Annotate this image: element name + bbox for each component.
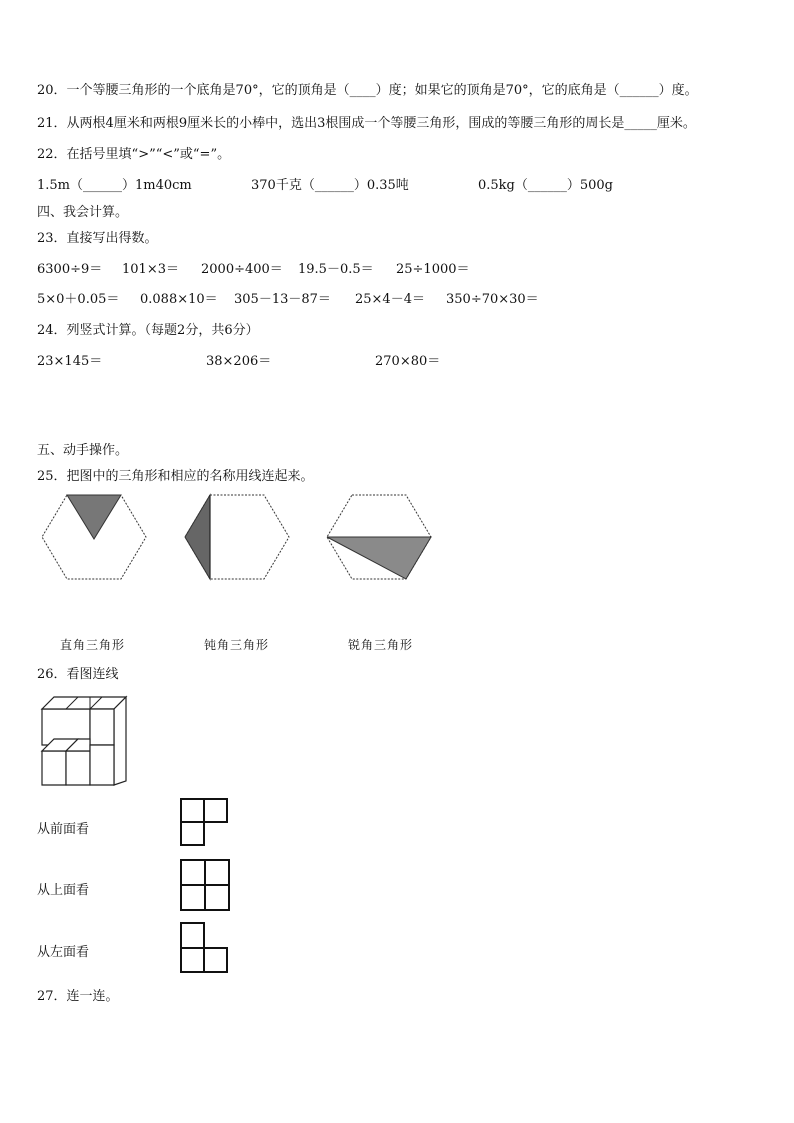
q23-item: 6300÷9＝ [37,262,103,277]
q23-item: 5×0＋0.05＝ [37,292,120,307]
question-21: 21．从两根4厘米和两根9厘米长的小棒中，选出3根围成一个等腰三角形，围成的等腰三角形的周长是_____厘米。 [37,116,696,131]
question-23: 23．直接写出得数。 [37,231,158,246]
view-figure-b [179,858,233,914]
label-right-triangle: 直角三角形 [60,638,126,652]
question-24: 24．列竖式计算。（每题2分，共6分） [37,323,259,338]
label-obtuse-triangle: 钝角三角形 [204,638,270,652]
view-label-front: 从前面看 [37,822,90,837]
question-27: 27．连一连。 [37,989,119,1004]
q23-item: 101×3＝ [122,262,179,277]
label-acute-triangle: 锐角三角形 [348,638,414,652]
section-4-heading: 四、我会计算。 [37,205,129,220]
question-20: 20．一个等腰三角形的一个底角是70°，它的顶角是（____）度；如果它的顶角是70°，它的底角是（______）度。 [37,83,698,98]
question-22: 22．在括号里填“>”“<”或“=”。 [37,147,231,162]
view-label-top: 从上面看 [37,883,90,898]
hexagon-obtuse-triangle-figure [183,493,291,583]
q24-item: 270×80＝ [375,354,441,369]
q23-item: 305－13－87＝ [234,292,331,307]
q24-item: 38×206＝ [206,354,272,369]
q24-item: 23×145＝ [37,354,103,369]
q22-item-2: 370千克（______）0.35吨 [251,178,409,193]
q23-item: 2000÷400＝ [201,262,283,277]
q22-item-3: 0.5kg（______）500g [478,178,614,193]
cube-stack-figure [38,693,130,789]
q23-item: 350÷70×30＝ [446,292,539,307]
question-25: 25．把图中的三角形和相应的名称用线连起来。 [37,469,314,484]
q23-item: 0.088×10＝ [140,292,218,307]
view-figure-a [179,797,231,849]
q23-item: 25×4－4＝ [355,292,425,307]
q22-item-1: 1.5m（______）1m40cm [37,178,192,193]
hexagon-right-triangle-figure [40,493,148,583]
section-5-heading: 五、动手操作。 [37,443,129,458]
q23-item: 19.5－0.5＝ [298,262,374,277]
q23-item: 25÷1000＝ [396,262,470,277]
question-26: 26．看图连线 [37,667,119,682]
hexagon-acute-triangle-figure [325,493,433,583]
view-figure-c [179,921,231,975]
view-label-left: 从左面看 [37,945,90,960]
